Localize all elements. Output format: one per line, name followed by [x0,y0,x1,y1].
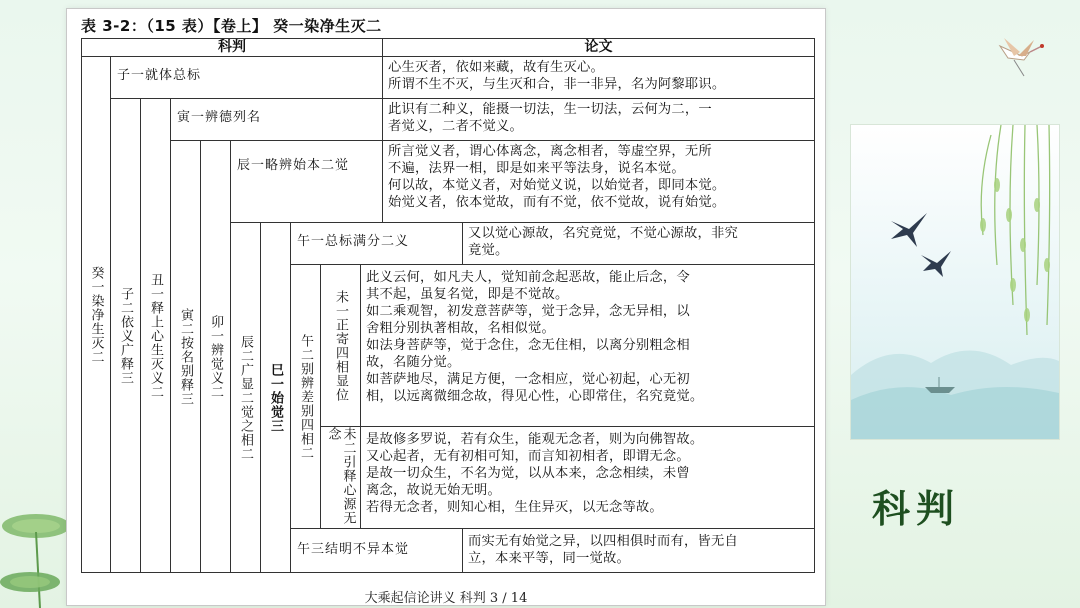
text-line: 此义云何，如凡夫人，觉知前念起恶故，能止后念，令 [366,270,690,285]
label-zi-er: 子二依义广释三 [110,98,141,573]
text-line: 所言觉义者，谓心体离念，离念相者，等虚空界，无所 [388,144,712,159]
text-line: 此识有二种义，能摄一切法，生一切法，云何为二，一 [388,102,712,117]
table-title: 表 3-2：（15 表）【卷上】 癸一染净生灭二 [81,17,382,35]
text-line: 若得无念者，则知心相，生住异灭，以无念等故。 [366,500,663,515]
label-chen-er: 辰二广显二觉之相二 [230,222,261,573]
landscape-painting [850,124,1060,440]
text-line: 又以觉心源故，名究竟觉，不觉心源故，非究 [468,226,738,241]
text-line: 其不起，虽复名觉，即是不觉故。 [366,287,569,302]
text-line: 者觉义，二者不觉义。 [388,119,523,134]
crane-bird-decoration [1000,38,1044,76]
label-wei-er: 未二引释心源无念 [320,426,361,529]
text-line: 相，以远离微细念故，得见心性，心即常住，名究竟觉。 [366,389,704,404]
willow-swallows-illustration [851,125,1059,439]
text-line: 不遍，法界一相，即是如来平等法身，说名本觉。 [388,161,685,176]
lotus-leaf-decoration [0,514,70,608]
text-line: 心生灭者，依如来藏，故有生灭心。 [388,60,604,75]
label-zi-yi: 子一就体总标 [110,56,383,99]
text-line: 始觉义者，依本觉故，而有不觉，依不觉故，说有始觉。 [388,195,726,210]
text-line: 如菩萨地尽，满足方便，一念相应，觉心初起，心无初 [366,372,690,387]
text-line: 竟觉。 [468,243,509,258]
label-si-yi: 巳一始觉三 [260,222,291,573]
label-wu-yi: 午一总标满分二义 [290,222,463,265]
text-cell-r7 [462,528,815,573]
header-lunwen: 论文 [382,38,815,57]
label-mao-yi: 卯一辨觉义二 [200,140,231,573]
text-line: 舍粗分别执著相故，名相似觉。 [366,321,555,336]
text-line: 所谓不生不灭，与生灭和合，非一非异，名为阿黎耶识。 [388,77,726,92]
label-gui-yi: 癸一染净生灭二 [81,56,111,573]
label-wu-san: 午三结明不异本觉 [290,528,463,573]
text-line: 是故一切众生，不名为觉，以从本来，念念相续，未曾 [366,466,690,481]
text-line: 如二乘观智，初发意菩萨等，觉于念异，念无异相，以 [366,304,690,319]
page-footer: 大乘起信论讲义 科判 3 / 14 [364,591,528,606]
text-line: 如法身菩萨等，觉于念住，念无住相，以离分别粗念相 [366,338,690,353]
text-line: 立，本来平等，同一觉故。 [468,551,630,566]
text-cell-r2 [382,98,815,141]
text-cell-r3 [382,140,815,223]
label-wei-yi: 未一正寄四相显位 [320,264,361,427]
text-cell-r5 [360,264,815,427]
text-line: 故，名随分觉。 [366,355,461,370]
document-page [66,8,826,606]
kepan-label: 科判 [872,486,961,531]
text-cell-r6 [360,426,815,529]
label-wu-er: 午二别辨差别四相二 [290,264,321,529]
label-yin-yi: 寅一辨德列名 [170,98,383,141]
text-line: 而实无有始觉之异，以四相俱时而有，皆无自 [468,534,738,549]
text-line: 何以故，本觉义者，对始觉义说，以始觉者，即同本觉。 [388,178,726,193]
label-chou-yi: 丑一释上心生灭义二 [140,98,171,573]
label-yin-er: 寅二按名别释三 [170,140,201,573]
label-chen-yi: 辰一略辨始本二觉 [230,140,383,223]
text-cell-r4 [462,222,815,265]
text-line: 又心起者，无有初相可知，而言知初相者，即谓无念。 [366,449,690,464]
text-cell-r1 [382,56,815,99]
text-line: 是故修多罗说，若有众生，能观无念者，则为向佛智故。 [366,432,704,447]
header-kepan: 科判 [81,38,383,57]
text-line: 离念，故说无始无明。 [366,483,501,498]
